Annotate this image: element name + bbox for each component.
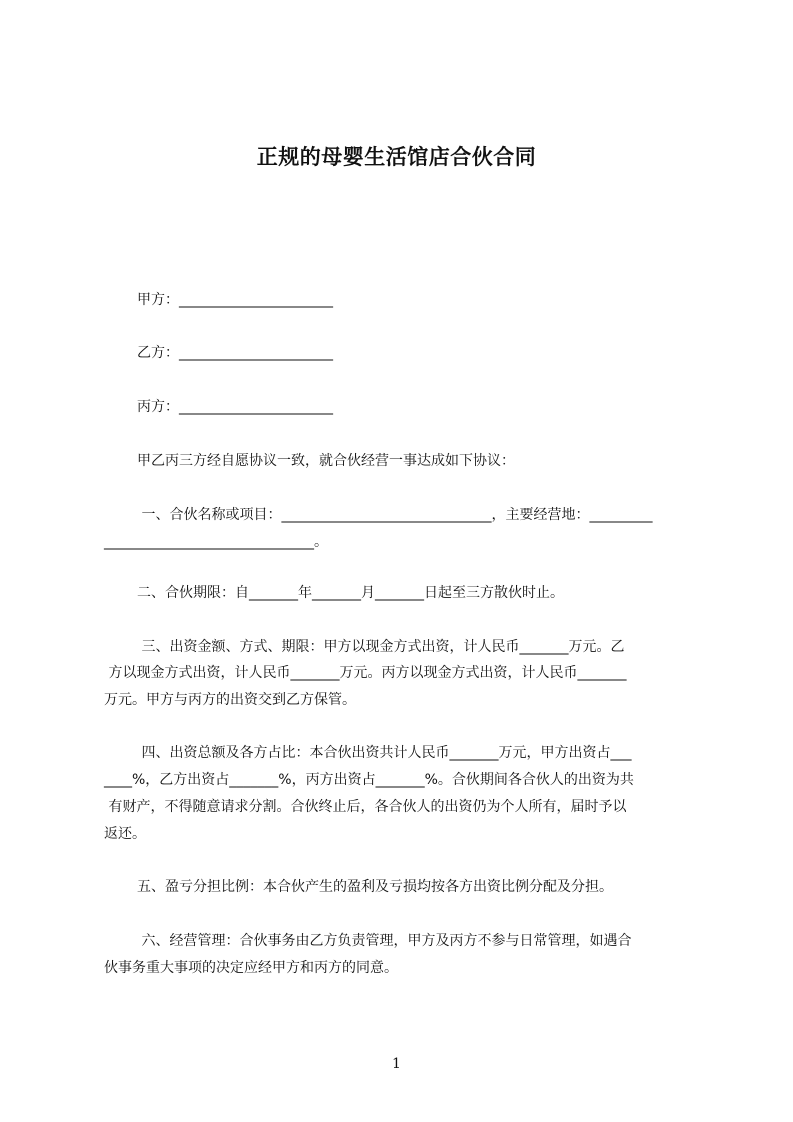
- clause-4-line: ____%，乙方出资占_______%，丙方出资占_______%。合伙期间各合伙人的出资为共: [104, 772, 634, 788]
- clause-4-line: 有财产，不得随意请求分割。合伙终止后，各合伙人的出资仍为个人所有，届时予以: [104, 799, 627, 815]
- clause-1-line: ______________________________。: [104, 534, 328, 550]
- party-a-line: 甲方：______________________: [137, 292, 333, 308]
- page-number: 1: [392, 1056, 401, 1072]
- party-c-line: 丙方：______________________: [137, 399, 333, 415]
- party-b-line: 乙方：______________________: [137, 345, 333, 361]
- clause-5: 五、盈亏分担比例：本合伙产生的盈利及亏损均按各方出资比例分配及分担。: [137, 879, 613, 895]
- clause-3-line: 方以现金方式出资，计人民币_______万元。丙方以现金方式出资，计人民币_______: [104, 665, 627, 681]
- clause-3-line: 三、出资金额、方式、期限：甲方以现金方式出资，计人民币_______万元。乙: [137, 639, 625, 655]
- page-title: 正规的母婴生活馆店合伙合同: [256, 145, 537, 169]
- clause-4-line: 返还。: [104, 826, 146, 842]
- clause-4-line: 四、出资总额及各方占比：本合伙出资共计人民币_______万元，甲方出资占___: [137, 745, 632, 761]
- clause-6-line: 伙事务重大事项的决定应经甲方和丙方的同意。: [104, 960, 398, 976]
- intro-paragraph: 甲乙丙三方经自愿协议一致，就合伙经营一事达成如下协议：: [137, 453, 515, 469]
- clause-6-line: 六、经营管理：合伙事务由乙方负责管理，甲方及丙方不参与日常管理，如遇合: [137, 933, 632, 949]
- clause-2: 二、合伙期限：自_______年_______月_______日起至三方散伙时止。: [137, 585, 564, 601]
- clause-1-line: 一、合伙名称或项目：______________________________，主要经营地：_________: [137, 507, 653, 523]
- clause-3-line: 万元。甲方与丙方的出资交到乙方保管。: [104, 692, 356, 708]
